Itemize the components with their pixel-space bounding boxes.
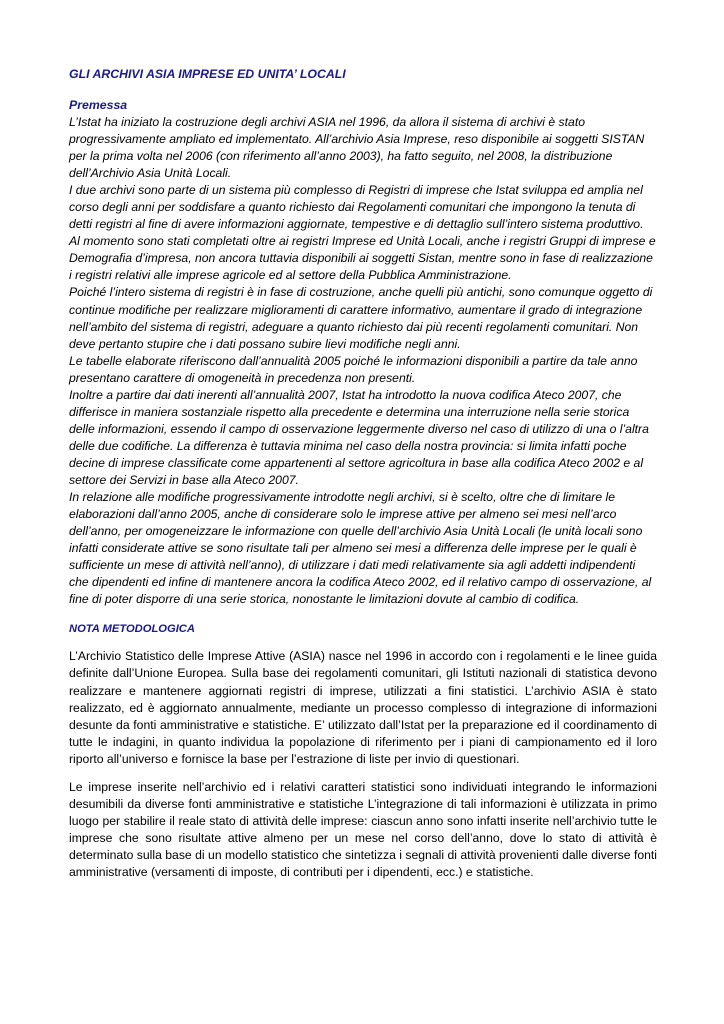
premessa-paragraph: Inoltre a partire dai dati inerenti all’annualità 2007, Istat ha introdotto la nuova codifica Ateco 2007, che differisce in maniera sostanziale rispetto alla precedente e determina una interruzione nella serie storica delle informazioni, essendo il campo di osservazione leggermente diverso nel caso di utilizzo di una o l’altra delle due codifiche. La differenza è tuttavia minima nel caso della nostra provincia: si limita infatti poche decine di imprese classificate come appartenenti al settore agricoltura in base alla codifica Ateco 2002 e al settore dei Servizi in base alla Ateco 2007. <box>69 387 649 487</box>
nota-metodologica-heading: NOTA METODOLOGICA <box>69 623 195 636</box>
document-page <box>69 66 657 893</box>
premessa-paragraph: In relazione alle modifiche progressivamente introdotte negli archivi, si è scelto, oltre che di limitare le elaborazioni dall’anno 2005, anche di considerare solo le imprese attive per almeno sei mesi nell’arco dell’anno, per omogeneizzare le informazione con quelle dell’archivio Asia Unità Locali (le unità locali sono infatti considerate attive se sono risultate tali per almeno sei mesi a differenza delle imprese per le quali è sufficiente un mese di attività nell’anno), di utilizzare i dati medi relativamente sia agli addetti indipendenti che dipendenti ed infine di mantenere ancora la codifica Ateco 2002, ed il relativo campo di osservazione, al fine di poter disporre di una serie storica, nonostante le limitazioni dovute al cambio di codifica. <box>69 490 652 607</box>
premessa-paragraph: I due archivi sono parte di un sistema più complesso di Registri di imprese che Istat sviluppa ed amplia nel corso degli anni per soddisfare a quanto richiesto dai Regolamenti comunitari che impongono la tenuta di detti registri al fine di avere informazioni aggiornate, tempestive e di dettaglio sull’intero sistema produttivo. Al momento sono stati completati oltre ai registri Imprese ed Unità Locali, anche i registri Gruppi di imprese e Demografia d’impresa, non ancora tuttavia disponibili ai soggetti Sistan, mentre sono in fase di realizzazione i registri relativi alle imprese agricole ed al settore della Pubblica Amministrazione. <box>69 183 656 283</box>
premessa-heading: Premessa <box>69 98 128 112</box>
document-title: GLI ARCHIVI ASIA IMPRESE ED UNITA’ LOCALI <box>69 67 346 81</box>
nota-paragraph: Le imprese inserite nell’archivio ed i relativi caratteri statistici sono individuati integrando le informazioni desumibili da diverse fonti amministrative e statistiche L’integrazione di tali informazioni è utilizzata in primo luogo per stabilire il reale stato di attività delle imprese: ciascun anno sono infatti inserite nell’archivio tutte le imprese che sono risultate attive almeno per un mese nel corso dell’anno, dove lo stato di attività è determinato sulla base di un modello statistico che sintetizza i segnali di attività provenienti dalle diverse fonti amministrative (versamenti di imposte, di contributi per i dipendenti, ecc.) e statistiche. <box>69 780 657 880</box>
premessa-section <box>69 114 657 608</box>
premessa-paragraph: L’Istat ha iniziato la costruzione degli archivi ASIA nel 1996, da allora il sistema di archivi è stato progressivamente ampliato ed implementato. All’archivio Asia Imprese, reso disponibile ai soggetti SISTAN per la prima volta nel 2006 (con riferimento all’anno 2003), ha fatto seguito, nel 2008, la distribuzione dell’Archivio Asia Unità Locali. <box>69 115 645 181</box>
premessa-paragraph: Poiché l’intero sistema di registri è in fase di costruzione, anche quelli più antichi, sono comunque oggetto di continue modifiche per realizzare miglioramenti di carattere informativo, aumentare il grado di integrazione nell’ambito del sistema di registri, adeguare a quanto richiesto dai più recenti regolamenti comunitari. Non deve pertanto stupire che i dati possano subire lievi modifiche negli anni. <box>69 285 653 351</box>
nota-paragraph: L’Archivio Statistico delle Imprese Attive (ASIA) nasce nel 1996 in accordo con i regolamenti e le linee guida definite dall’Unione Europea. Sulla base dei regolamenti comunitari, gli Istituti nazionali di statistica devono realizzare e mantenere aggiornati registri di imprese, utilizzati a fini statistici. L’archivio ASIA è stato realizzato, ed è aggiornato annualmente, mediante un processo complesso di integrazione di informazioni desunte da fonti amministrative e statistiche. E’ utilizzato dall’Istat per la preparazione ed il coordinamento di tutte le indagini, in quanto individua la popolazione di riferimento per i piani di campionamento ed il loro riporto all’universo e fornisce la base per l’estrazione di liste per invio di questionari. <box>69 649 657 766</box>
premessa-paragraph: Le tabelle elaborate riferiscono dall’annualità 2005 poiché le informazioni disponibili a partire da tale anno presentano carattere di omogeneità in precedenza non presenti. <box>69 353 638 385</box>
